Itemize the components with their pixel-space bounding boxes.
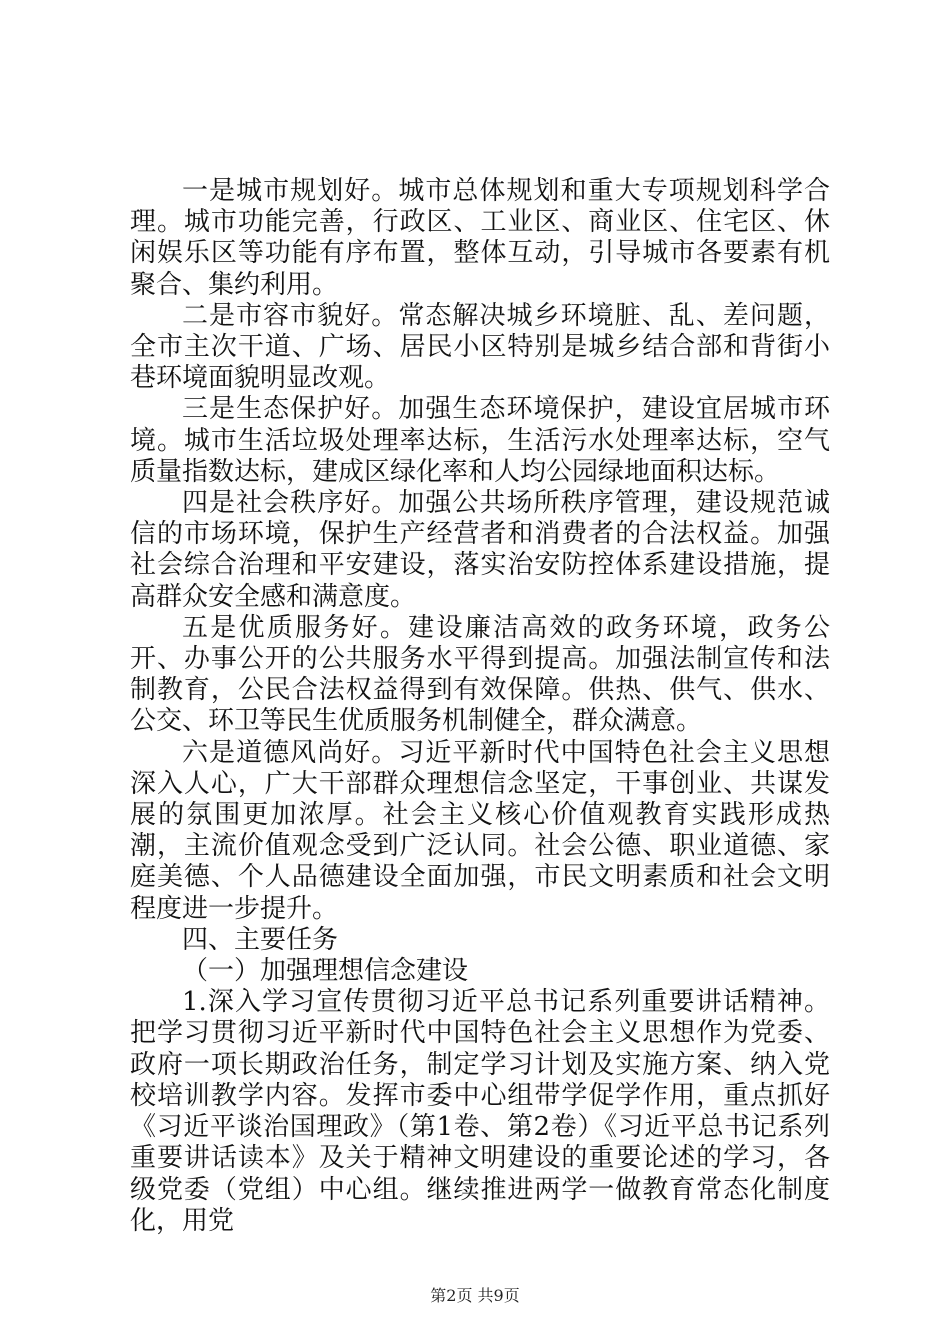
section-heading-main-tasks: 四、主要任务 bbox=[182, 924, 339, 955]
paragraph-city-appearance: 二是市容市貌好。常态解决城乡环境脏、乱、差问题，全市主次干道、广场、居民小区特别是城乡结合部和背街小巷环境面貌明显改观。 bbox=[130, 300, 830, 394]
page-number-footer: 第2页 共9页 bbox=[430, 1286, 520, 1305]
paragraph-moral-culture: 六是道德风尚好。习近平新时代中国特色社会主义思想深入人心，广大干部群众理想信念坚定，干事创业、共谋发展的氛围更加浓厚。社会主义核心价值观教育实践形成热潮，主流价值观念受到广泛认同。社会公德、职业道德、家庭美德、个人品德建设全面加强，市民文明素质和社会文明程度进一步提升。 bbox=[130, 737, 830, 924]
paragraph-social-order: 四是社会秩序好。加强公共场所秩序管理，建设规范诚信的市场环境，保护生产经营者和消费者的合法权益。加强社会综合治理和平安建设，落实治安防控体系建设措施，提高群众安全感和满意度。 bbox=[130, 488, 830, 612]
document-body bbox=[130, 176, 830, 1237]
paragraph-ecology: 三是生态保护好。加强生态环境保护，建设宜居城市环境。城市生活垃圾处理率达标，生活污水处理率达标，空气质量指数达标，建成区绿化率和人均公园绿地面积达标。 bbox=[130, 394, 830, 487]
paragraph-quality-service: 五是优质服务好。建设廉洁高效的政务环境，政务公开、办事公开的公共服务水平得到提高。加强法制宣传和法制教育，公民合法权益得到有效保障。供热、供气、供水、公交、环卫等民生优质服务机制健全，群众满意。 bbox=[130, 612, 830, 737]
paragraph-study-speeches: 1.深入学习宣传贯彻习近平总书记系列重要讲话精神。把学习贯彻习近平新时代中国特色社会主义思想作为党委、政府一项长期政治任务，制定学习计划及实施方案、纳入党校培训教学内容。发挥市委中心组带学促学作用，重点抓好《习近平谈治国理政》（第1卷、第2卷）《习近平总书记系列重要讲话读本》及关于精神文明建设的重要论述的学习，各级党委（党组）中心组。继续推进两学一做教育常态化制度化，用党 bbox=[130, 987, 830, 1236]
subsection-heading-ideals: （一）加强理想信念建设 bbox=[182, 956, 469, 987]
paragraph-city-planning: 一是城市规划好。城市总体规划和重大专项规划科学合理。城市功能完善，行政区、工业区、商业区、住宅区、休闲娱乐区等功能有序布置，整体互动，引导城市各要素有机聚合、集约利用。 bbox=[130, 176, 830, 300]
